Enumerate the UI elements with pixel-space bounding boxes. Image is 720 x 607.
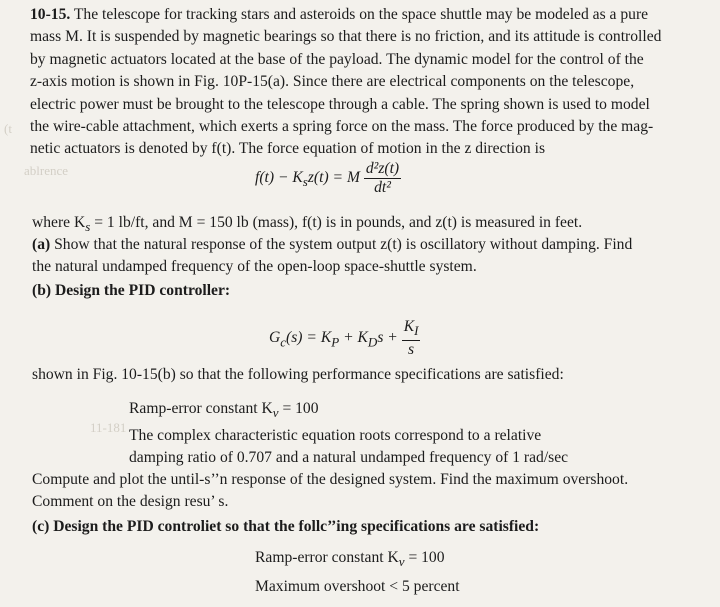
intro-line-7: netic actuators is denoted by f(t). The force equation of motion in the z direction is (30, 140, 546, 158)
eq1-numerator: d²z(t) (365, 160, 400, 177)
shown-line: shown in Fig. 10-15(b) so that the following performance specifications are satisfied: (32, 366, 564, 383)
intro-line-4: z-axis motion is shown in Fig. 10P-15(a). Since there are electrical components on the telescope, (30, 73, 635, 91)
bleed-through-mark: 11-181 (90, 420, 127, 435)
problem-intro (30, 4, 702, 161)
part-c-label: (c) (32, 518, 50, 535)
part-b-specs: Ramp-error constant $K_v = 100$ The complex characteristic equation roots correspond to a relative damping ratio of 0.707 and a natural undamped frequency of 1 rad/sec (129, 398, 568, 469)
part-b-label: (b) (32, 282, 52, 299)
part-c-heading (32, 516, 539, 538)
part-c-text: Design the PID controliet so that the follc’’ing specifications are satisfied: (53, 518, 540, 535)
eq1-fraction (364, 160, 401, 197)
part-a-line-2: the natural undamped frequency of the open-loop space-shuttle system. (32, 258, 477, 276)
compute-text (32, 469, 628, 514)
pid-fraction: $\frac{K_I}{s}$ (403, 318, 419, 359)
intro-line-1: The telescope for tracking stars and asteroids on the space shuttle may be modeled as a pure (73, 6, 649, 23)
part-c-specs: Ramp-error constant $K_v = 100$ Maximum overshoot < 5 percent (255, 547, 460, 598)
force-equation (255, 160, 401, 197)
part-a (32, 234, 632, 279)
eq1-lhs-sub: s (302, 174, 308, 190)
eq1-lhs-rest: z(t) = M (307, 169, 360, 187)
intro-line-3: by magnetic actuators located at the base of the payload. The dynamic model for the control of the (30, 50, 644, 68)
compute-line-1: Compute and plot the until-s’’n response of the designed system. Find the maximum overshoot. (32, 471, 629, 488)
spec-ramp-error: Ramp-error constant K (129, 400, 273, 417)
part-b-text: Design the PID controller: (54, 282, 231, 299)
part-a-line-1: Show that the natural response of the system output z(t) is oscillatory without damping. Find (54, 236, 633, 253)
bleed-through-mark: ablrence (24, 163, 69, 178)
intro-line-5: electric power must be brought to the telescope through a cable. The spring shown is used to model (30, 95, 650, 113)
part-a-label: (a) (32, 236, 51, 253)
spec-roots-line-1: The complex characteristic equation roots correspond to a relative (129, 426, 542, 444)
intro-line-2: mass M. It is suspended by magnetic bearings so that there is no friction, and its attitude is controlled (30, 28, 662, 46)
eq1-lhs: f(t) − K (255, 169, 303, 187)
eq1-denominator: dt² (374, 179, 391, 196)
compute-line-2: Comment on the design resu’ s. (32, 493, 229, 511)
spec-c-ramp-error: Ramp-error constant K (255, 549, 399, 566)
where-line: where $K_s = 1$ lb/ft, and M = 150 lb (mass), f(t) is in pounds, and z(t) is measured in feet. (32, 214, 583, 235)
spec-roots-line-2: damping ratio of 0.707 and a natural undamped frequency of 1 rad/sec (129, 448, 569, 466)
bleed-through-mark: (t (4, 121, 12, 136)
part-b-heading (32, 280, 230, 302)
spec-c-overshoot: Maximum overshoot < 5 percent (255, 577, 460, 595)
pid-equation: $G_c(s) = K_P + K_Ds$ + $\frac{K_I}{s}$ (269, 318, 419, 359)
intro-line-6: the wire-cable attachment, which exerts a spring force on the mass. The force produced by the mag- (30, 118, 654, 136)
problem-number: 10-15. (30, 6, 71, 23)
